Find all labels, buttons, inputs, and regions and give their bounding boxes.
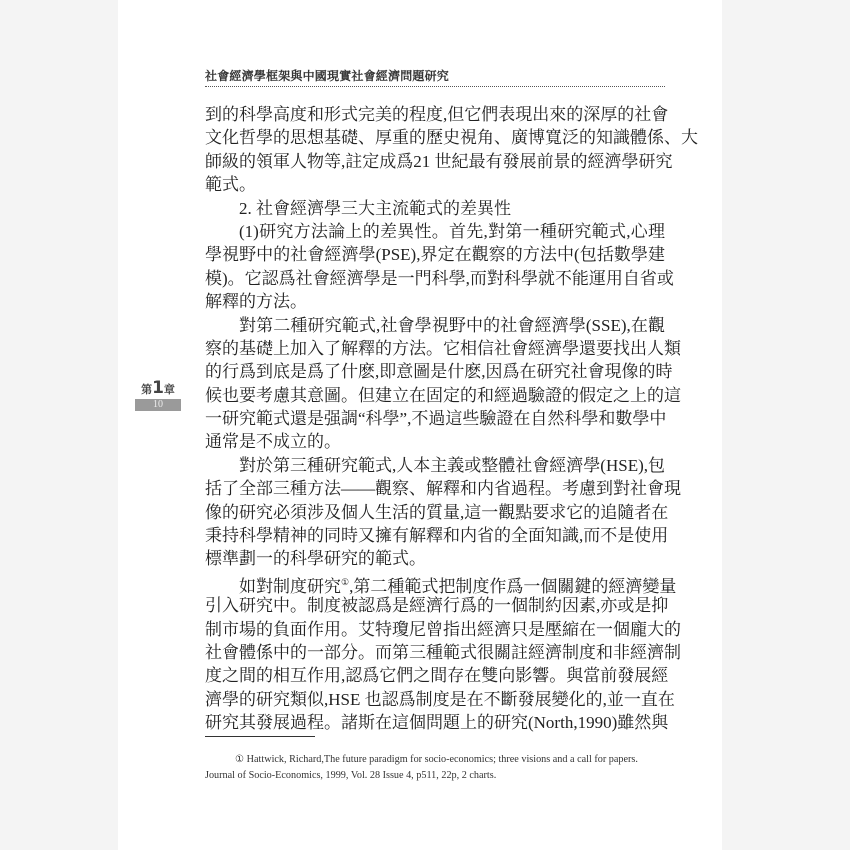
body-text [205, 103, 698, 735]
text-line: 模)。它認爲社會經濟學是一門科學,而對科學就不能運用自省或 [205, 268, 674, 288]
text-line: 度之間的相互作用,認爲它們之間存在雙向影響。與當前發展經 [205, 666, 669, 686]
text-line: 候也要考慮其意圖。但建立在固定的和經過驗證的假定之上的這 [205, 385, 681, 405]
header-dotted-rule [205, 86, 665, 87]
footnote-line: Journal of Socio-Economics, 1999, Vol. 28 Issue 4, p511, 22p, 2 charts. [205, 770, 497, 781]
footnote-line: ① Hattwick, Richard,The future paradigm for socio-economics; three visions and a call for papers. [235, 754, 638, 765]
text-line: 括了全部三種方法——觀察、解釋和内省過程。考慮到對社會現 [205, 479, 681, 499]
section-heading: 2. 社會經濟學三大主流範式的差異性 [239, 198, 511, 218]
chapter-suffix: 章 [163, 383, 175, 396]
text-line: 標準劃一的科學研究的範式。 [205, 549, 426, 569]
chapter-number: 1 [152, 378, 164, 398]
text-span: 如對制度研究 [239, 576, 341, 596]
chapter-prefix: 第 [141, 383, 153, 396]
text-line: 對第二種研究範式,社會學視野中的社會經濟學(SSE),在觀 [239, 315, 665, 335]
text-line: 一研究範式還是强調“科學”,不過這些驗證在自然科學和數學中 [205, 409, 667, 429]
text-line: 察的基礎上加入了解釋的方法。它相信社會經濟學還要找出人類 [205, 338, 681, 358]
text-line: 範式。 [205, 175, 256, 195]
text-line: 學視野中的社會經濟學(PSE),界定在觀察的方法中(包括數學建 [205, 245, 665, 265]
footnote-rule [205, 736, 315, 737]
text-line: (1)研究方法論上的差異性。首先,對第一種研究範式,心理 [239, 221, 665, 241]
text-line: 師級的領軍人物等,註定成爲21 世紀最有發展前景的經濟學研究 [205, 151, 673, 171]
text-line: 文化哲學的思想基礎、厚重的歷史視角、廣博寬泛的知識體係、大 [205, 128, 698, 148]
text-line: 通常是不成立的。 [205, 432, 341, 452]
text-line: 制市場的負面作用。艾特瓊尼曾指出經濟只是壓縮在一個龐大的 [205, 619, 681, 639]
text-line: 對於第三種研究範式,人本主義或整體社會經濟學(HSE),包 [239, 455, 665, 475]
text-line: 社會體係中的一部分。而第三種範式很關註經濟制度和非經濟制 [205, 642, 681, 662]
text-line: 秉持科學精神的同時又擁有解釋和内省的全面知識,而不是使用 [205, 526, 669, 546]
scan-margin-right [722, 0, 850, 850]
chapter-label [135, 378, 181, 398]
text-line [205, 571, 677, 596]
chapter-tab [135, 378, 181, 411]
text-line: 研究其發展過程。諸斯在這個問題上的研究(North,1990)雖然與 [205, 713, 669, 733]
footnote [205, 752, 665, 784]
text-line: 解釋的方法。 [205, 292, 307, 312]
text-line: 像的研究必須涉及個人生活的質量,這一觀點要求它的追隨者在 [205, 502, 669, 522]
running-header-title: 社會經濟學框架與中國現實社會經濟問題研究 [205, 69, 450, 83]
footnote-marker[interactable]: ① [341, 576, 350, 587]
page-number: 10 [135, 399, 181, 411]
text-span: ,第二種範式把制度作爲一個關鍵的經濟變量 [349, 576, 677, 596]
scan-margin-left [0, 0, 118, 850]
text-line: 引入研究中。制度被認爲是經濟行爲的一個制約因素,亦或是抑 [205, 596, 669, 616]
text-line: 到的科學高度和形式完美的程度,但它們表現出來的深厚的社會 [205, 105, 669, 124]
text-line: 的行爲到底是爲了什麽,即意圖是什麽,因爲在研究社會現像的時 [205, 362, 673, 382]
text-line: 濟學的研究類似,HSE 也認爲制度是在不斷發展變化的,並一直在 [205, 689, 675, 709]
